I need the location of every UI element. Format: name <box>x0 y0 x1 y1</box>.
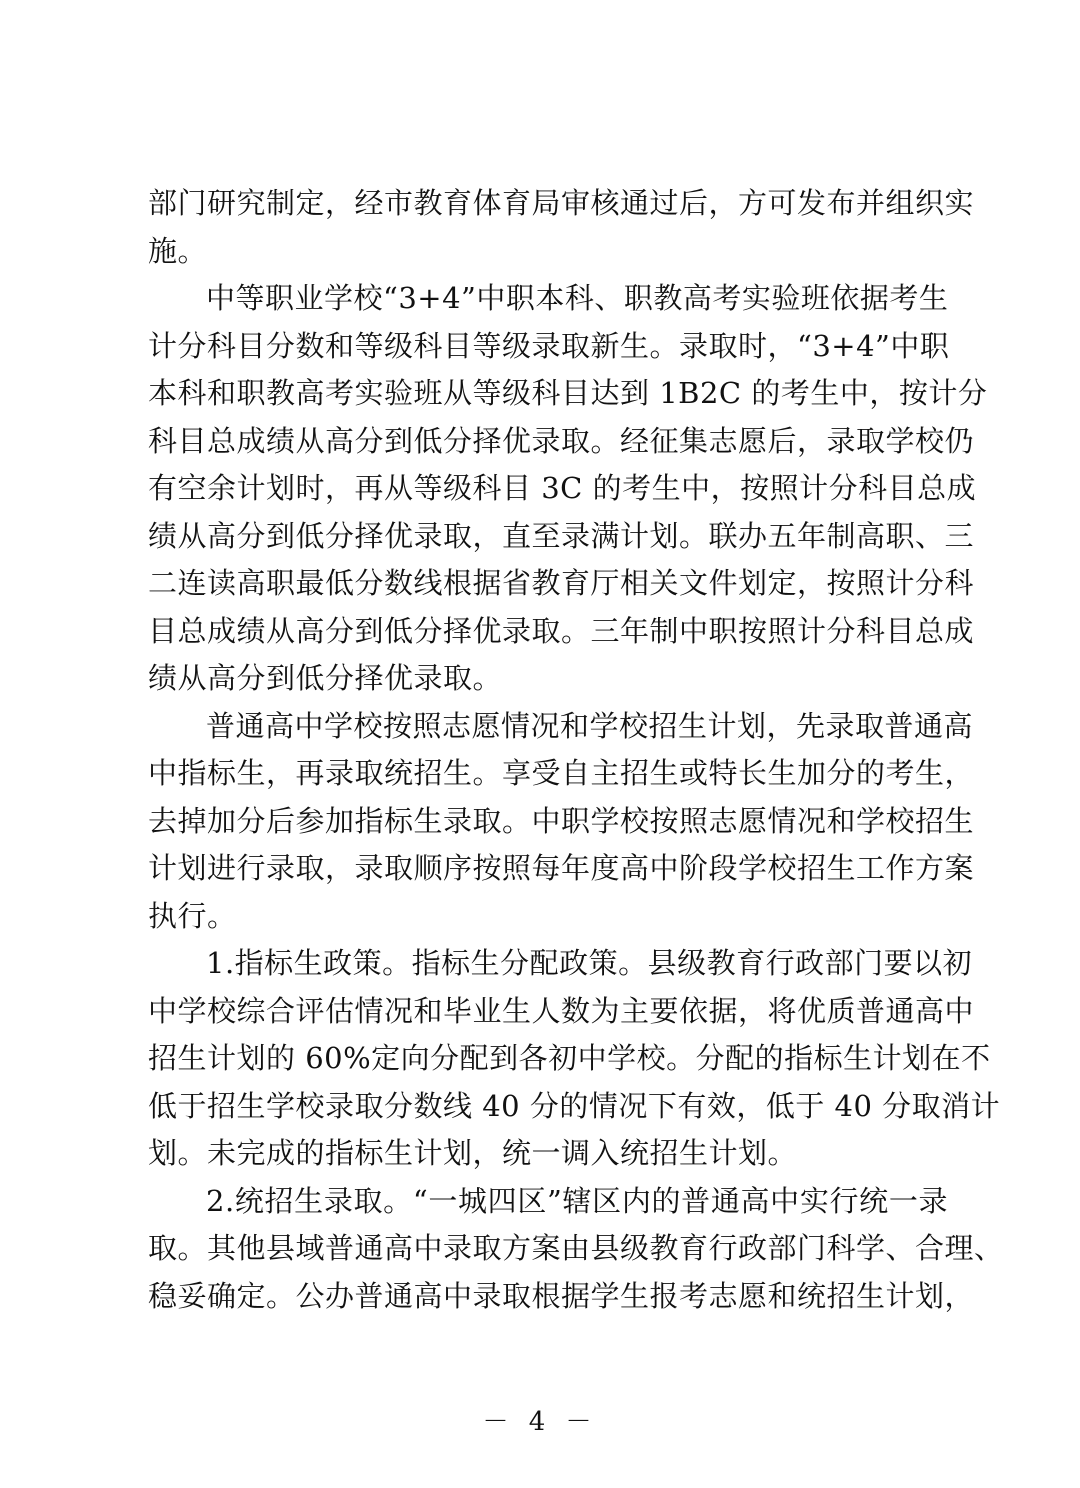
text-line: 2.统招生录取。“一城四区”辖区内的普通高中实行统一录 <box>206 1183 948 1218</box>
text-line: 执行。 <box>148 898 237 933</box>
text-line: 去掉加分后参加指标生录取。中职学校按照志愿情况和学校招生 <box>148 803 975 838</box>
text-line: 中学校综合评估情况和毕业生人数为主要依据，将优质普通高中 <box>148 993 975 1028</box>
body-text <box>148 180 1004 1320</box>
text-line: 有空余计划时，再从等级科目 3C 的考生中，按照计分科目总成 <box>148 471 977 505</box>
text-line: 二连读高职最低分数线根据省教育厅相关文件划定，按照计分科 <box>148 566 975 600</box>
text-line: 中等职业学校“3+4”中职本科、职教高考实验班依据考生 <box>206 281 949 315</box>
text-line: 绩从高分到低分择优录取。 <box>148 661 503 695</box>
text-line: 科目总成绩从高分到低分择优录取。经征集志愿后，录取学校仍 <box>148 423 975 458</box>
text-line: 绩从高分到低分择优录取，直至录满计划。联办五年制高职、三 <box>148 518 975 553</box>
text-line: 中指标生，再录取统招生。享受自主招生或特长生加分的考生， <box>148 756 975 790</box>
text-line: 施。 <box>148 233 208 268</box>
text-line: 计分科目分数和等级科目等级录取新生。录取时，“3+4”中职 <box>148 328 950 363</box>
text-line: 划。未完成的指标生计划，统一调入统招生计划。 <box>148 1136 798 1170</box>
text-line: 计划进行录取，录取顺序按照每年度高中阶段学校招生工作方案 <box>148 851 975 885</box>
text-line: 部门研究制定，经市教育体育局审核通过后，方可发布并组织实 <box>148 186 975 220</box>
text-line: 普通高中学校按照志愿情况和学校招生计划，先录取普通高 <box>206 708 974 743</box>
text-line: 1.指标生政策。指标生分配政策。县级教育行政部门要以初 <box>206 946 973 980</box>
text-line: 稳妥确定。公办普通高中录取根据学生报考志愿和统招生计划， <box>148 1278 975 1313</box>
text-line: 招生计划的 60%定向分配到各初中学校。分配的指标生计划在不 <box>148 1041 991 1075</box>
text-line: 低于招生学校录取分数线 40 分的情况下有效，低于 40 分取消计 <box>148 1088 1001 1123</box>
text-line: 目总成绩从高分到低分择优录取。三年制中职按照计分科目总成 <box>148 613 975 648</box>
text-line: 取。其他县域普通高中录取方案由县级教育行政部门科学、合理、 <box>148 1231 1004 1265</box>
page-number: － 4 － <box>482 1407 598 1437</box>
text-line: 本科和职教高考实验班从等级科目达到 1B2C 的考生中，按计分 <box>148 376 988 410</box>
